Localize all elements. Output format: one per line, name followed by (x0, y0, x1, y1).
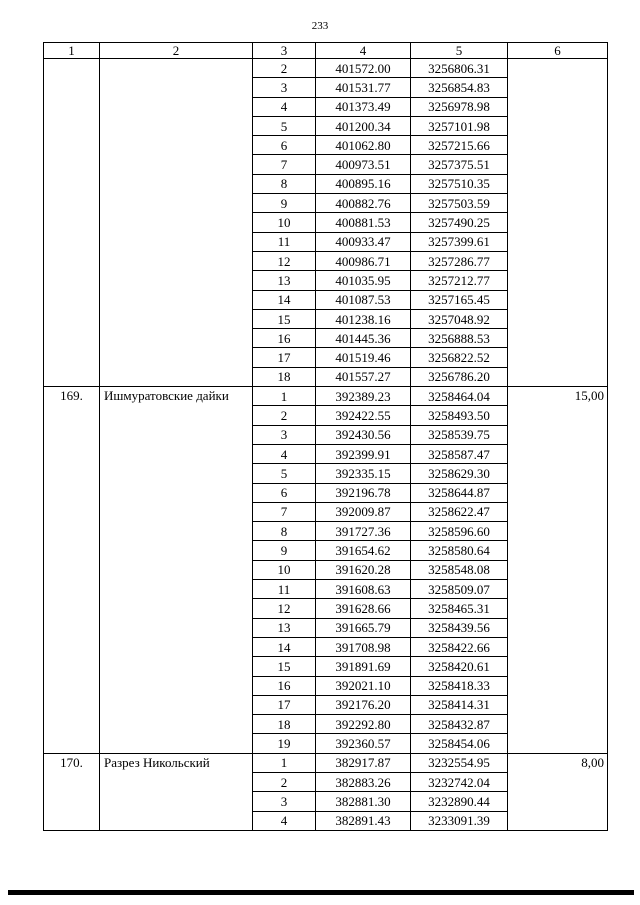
coordinate-x: 392335.15 (316, 464, 411, 483)
header-cell: 2 (100, 43, 253, 59)
point-number: 9 (253, 194, 316, 213)
object-area (508, 59, 608, 387)
coordinate-y: 3258422.66 (411, 637, 508, 656)
coordinate-x: 391620.28 (316, 560, 411, 579)
object-name (100, 59, 253, 387)
point-number: 8 (253, 174, 316, 193)
coordinate-x: 392422.55 (316, 406, 411, 425)
coordinate-x: 392292.80 (316, 715, 411, 734)
coordinate-y: 3258420.61 (411, 657, 508, 676)
point-number: 1 (253, 387, 316, 406)
point-number: 6 (253, 136, 316, 155)
coordinate-y: 3256806.31 (411, 59, 508, 78)
coordinate-y: 3257101.98 (411, 116, 508, 135)
coordinate-y: 3257212.77 (411, 271, 508, 290)
point-number: 2 (253, 406, 316, 425)
coordinate-y: 3258454.06 (411, 734, 508, 753)
coordinate-y: 3258464.04 (411, 387, 508, 406)
coordinate-x: 392430.56 (316, 425, 411, 444)
point-number: 16 (253, 676, 316, 695)
point-number: 12 (253, 251, 316, 270)
coordinate-x: 391654.62 (316, 541, 411, 560)
coordinate-y: 3258439.56 (411, 618, 508, 637)
coordinate-y: 3257165.45 (411, 290, 508, 309)
coordinate-x: 400882.76 (316, 194, 411, 213)
object-name: Разрез Никольский (100, 753, 253, 830)
object-area: 8,00 (508, 753, 608, 830)
coordinate-x: 400973.51 (316, 155, 411, 174)
table-row (44, 387, 608, 406)
coordinate-x: 392021.10 (316, 676, 411, 695)
coordinate-y: 3257048.92 (411, 309, 508, 328)
coordinate-x: 401087.53 (316, 290, 411, 309)
coordinate-y: 3257375.51 (411, 155, 508, 174)
header-cell: 5 (411, 43, 508, 59)
header-cell: 3 (253, 43, 316, 59)
coordinate-x: 400933.47 (316, 232, 411, 251)
point-number: 3 (253, 78, 316, 97)
coordinate-y: 3257490.25 (411, 213, 508, 232)
coordinate-y: 3258465.31 (411, 599, 508, 618)
coordinate-y: 3257503.59 (411, 194, 508, 213)
coordinate-x: 392389.23 (316, 387, 411, 406)
coordinate-y: 3258414.31 (411, 695, 508, 714)
coordinate-y: 3258539.75 (411, 425, 508, 444)
coordinate-x: 382891.43 (316, 811, 411, 830)
coordinate-x: 401200.34 (316, 116, 411, 135)
coordinate-x: 392399.91 (316, 444, 411, 463)
coordinate-y: 3258509.07 (411, 580, 508, 599)
point-number: 3 (253, 792, 316, 811)
coordinate-y: 3257286.77 (411, 251, 508, 270)
point-number: 1 (253, 753, 316, 772)
point-number: 18 (253, 367, 316, 386)
coordinate-y: 3256854.83 (411, 78, 508, 97)
coordinate-x: 382881.30 (316, 792, 411, 811)
coordinate-y: 3258493.50 (411, 406, 508, 425)
point-number: 11 (253, 580, 316, 599)
point-number: 5 (253, 116, 316, 135)
coordinate-x: 391628.66 (316, 599, 411, 618)
coordinate-x: 401531.77 (316, 78, 411, 97)
point-number: 3 (253, 425, 316, 444)
point-number: 15 (253, 309, 316, 328)
coordinate-y: 3258596.60 (411, 522, 508, 541)
point-number: 2 (253, 59, 316, 78)
coordinate-x: 391665.79 (316, 618, 411, 637)
coordinate-y: 3257399.61 (411, 232, 508, 251)
point-number: 13 (253, 618, 316, 637)
point-number: 15 (253, 657, 316, 676)
coordinate-y: 3232890.44 (411, 792, 508, 811)
point-number: 17 (253, 695, 316, 714)
coordinate-x: 401519.46 (316, 348, 411, 367)
object-number: 170. (44, 753, 100, 830)
point-number: 10 (253, 213, 316, 232)
point-number: 7 (253, 502, 316, 521)
point-number: 6 (253, 483, 316, 502)
table-row (44, 59, 608, 78)
point-number: 2 (253, 772, 316, 791)
point-number: 4 (253, 444, 316, 463)
coordinate-y: 3258432.87 (411, 715, 508, 734)
coordinate-y: 3256822.52 (411, 348, 508, 367)
point-number: 8 (253, 522, 316, 541)
coordinate-y: 3258629.30 (411, 464, 508, 483)
coordinate-y: 3256978.98 (411, 97, 508, 116)
header-cell: 4 (316, 43, 411, 59)
object-area: 15,00 (508, 387, 608, 754)
point-number: 9 (253, 541, 316, 560)
header-row (44, 43, 608, 59)
coordinate-x: 401238.16 (316, 309, 411, 328)
coordinate-x: 401035.95 (316, 271, 411, 290)
point-number: 17 (253, 348, 316, 367)
coordinate-x: 392009.87 (316, 502, 411, 521)
coordinate-x: 400986.71 (316, 251, 411, 270)
coordinates-table (43, 42, 608, 831)
header-cell: 6 (508, 43, 608, 59)
coordinate-x: 400881.53 (316, 213, 411, 232)
coordinate-x: 392176.20 (316, 695, 411, 714)
coordinate-y: 3232554.95 (411, 753, 508, 772)
coordinate-y: 3233091.39 (411, 811, 508, 830)
point-number: 13 (253, 271, 316, 290)
point-number: 16 (253, 329, 316, 348)
header-cell: 1 (44, 43, 100, 59)
coordinate-y: 3258580.64 (411, 541, 508, 560)
coordinate-x: 391608.63 (316, 580, 411, 599)
coordinate-y: 3258418.33 (411, 676, 508, 695)
coordinate-x: 401062.80 (316, 136, 411, 155)
coordinate-x: 392360.57 (316, 734, 411, 753)
coordinate-x: 382917.87 (316, 753, 411, 772)
coordinate-y: 3256888.53 (411, 329, 508, 348)
point-number: 4 (253, 811, 316, 830)
coordinate-y: 3258644.87 (411, 483, 508, 502)
coordinate-y: 3258622.47 (411, 502, 508, 521)
point-number: 4 (253, 97, 316, 116)
coordinate-x: 400895.16 (316, 174, 411, 193)
object-number: 169. (44, 387, 100, 754)
table-row (44, 753, 608, 772)
coordinate-x: 401572.00 (316, 59, 411, 78)
coordinate-x: 401373.49 (316, 97, 411, 116)
coordinate-y: 3256786.20 (411, 367, 508, 386)
coordinate-x: 382883.26 (316, 772, 411, 791)
point-number: 11 (253, 232, 316, 251)
point-number: 12 (253, 599, 316, 618)
point-number: 7 (253, 155, 316, 174)
coordinate-y: 3258587.47 (411, 444, 508, 463)
coordinate-x: 391727.36 (316, 522, 411, 541)
object-name: Ишмуратовские дайки (100, 387, 253, 754)
page-number: 233 (311, 20, 329, 32)
coordinate-y: 3258548.08 (411, 560, 508, 579)
coordinate-x: 391708.98 (316, 637, 411, 656)
point-number: 19 (253, 734, 316, 753)
coordinate-y: 3232742.04 (411, 772, 508, 791)
point-number: 18 (253, 715, 316, 734)
coordinate-x: 401557.27 (316, 367, 411, 386)
point-number: 10 (253, 560, 316, 579)
coordinate-y: 3257215.66 (411, 136, 508, 155)
coordinate-x: 392196.78 (316, 483, 411, 502)
point-number: 5 (253, 464, 316, 483)
bottom-rule (8, 890, 634, 895)
coordinate-x: 401445.36 (316, 329, 411, 348)
coordinate-y: 3257510.35 (411, 174, 508, 193)
point-number: 14 (253, 637, 316, 656)
point-number: 14 (253, 290, 316, 309)
coordinate-x: 391891.69 (316, 657, 411, 676)
object-number (44, 59, 100, 387)
